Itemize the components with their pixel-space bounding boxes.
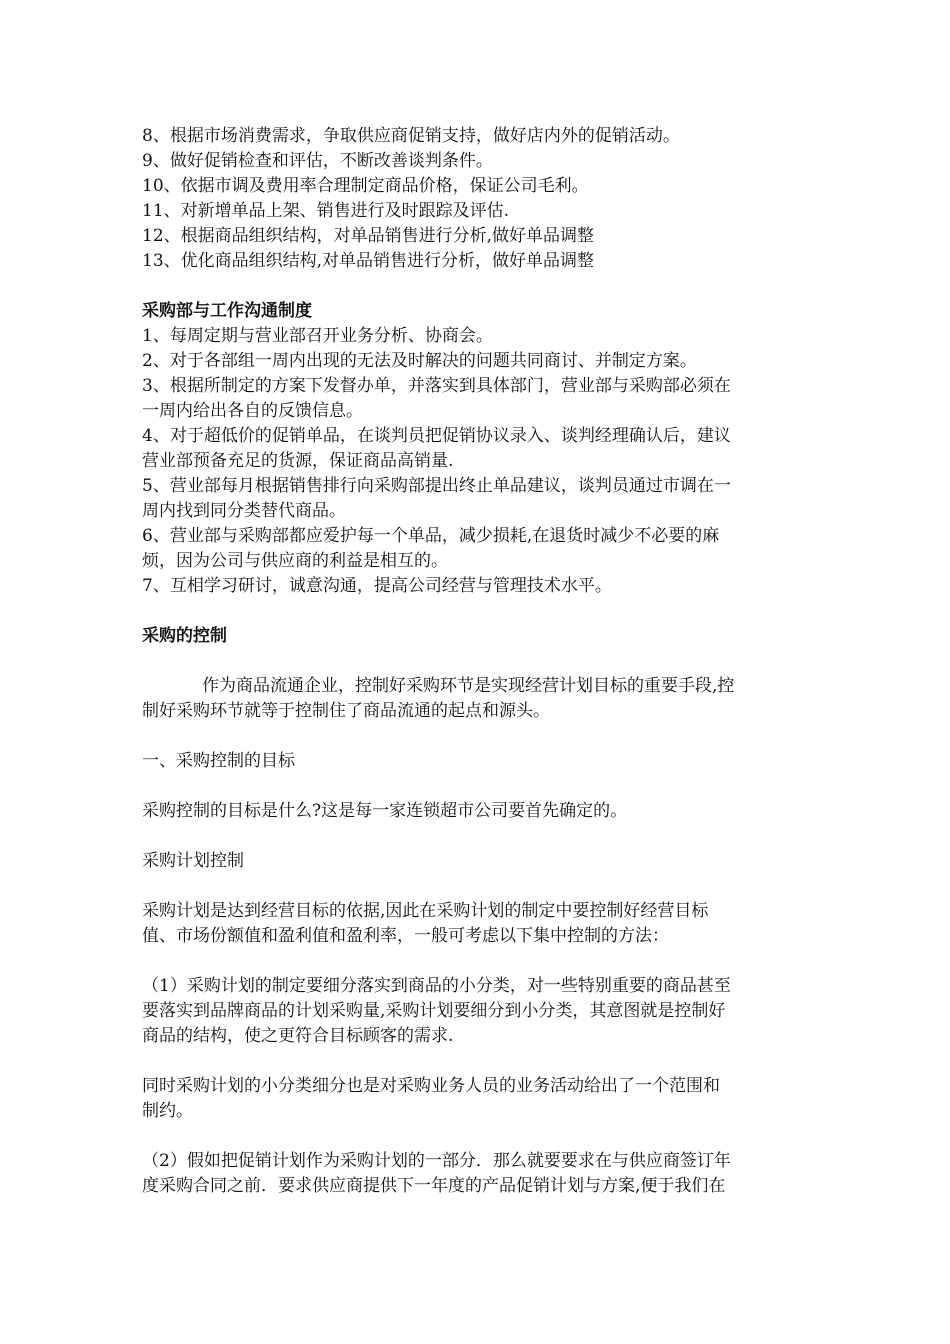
subheading: 采购计划控制 <box>142 851 244 871</box>
section-heading: 采购的控制 <box>142 626 227 646</box>
list-item: 11、对新增单品上架、销售进行及时跟踪及评估. <box>142 201 510 221</box>
paragraph-line: 要落实到品牌商品的计划采购量,采购计划要细分到小分类，其意图就是控制好 <box>142 1001 726 1021</box>
control-section <box>142 624 810 1199</box>
duties-list <box>142 124 810 274</box>
list-item: 9、做好促销检查和评估，不断改善谈判条件。 <box>142 151 493 171</box>
paragraph-line: 2、对于各部组一周内出现的无法及时解决的问题共同商讨、并制定方案。 <box>142 351 697 371</box>
paragraph-line: 周内找到同分类替代商品。 <box>142 501 346 521</box>
spacer <box>142 649 810 674</box>
paragraph-line: 3、根据所制定的方案下发督办单，并落实到具体部门，营业部与采购部必须在 <box>142 376 731 396</box>
spacer <box>142 824 810 849</box>
spacer <box>142 274 810 299</box>
document-page <box>142 124 810 1199</box>
paragraph-line: （2）假如把促销计划作为采购计划的一部分．那么就要要求在与供应商签订年 <box>142 1151 731 1171</box>
paragraph-line: 制好采购环节就等于控制住了商品流通的起点和源头。 <box>142 701 550 721</box>
spacer <box>142 724 810 749</box>
paragraph-line: 商品的结构，使之更符合目标顾客的需求. <box>142 1026 454 1046</box>
spacer <box>142 874 810 899</box>
paragraph-line: 制约。 <box>142 1101 193 1121</box>
list-item: 8、根据市场消费需求，争取供应商促销支持，做好店内外的促销活动。 <box>142 126 680 146</box>
spacer <box>142 949 810 974</box>
paragraph-line: 营业部预备充足的货源，保证商品高销量. <box>142 451 454 471</box>
paragraph-line: 6、营业部与采购部都应爱护每一个单品，减少损耗,在退货时减少不必要的麻 <box>142 526 720 546</box>
list-item: 13、优化商品组织结构,对单品销售进行分析，做好单品调整 <box>142 251 595 271</box>
paragraph-line: 7、互相学习研讨，诚意沟通，提高公司经营与管理技术水平。 <box>142 576 612 596</box>
list-item: 12、根据商品组织结构，对单品销售进行分析,做好单品调整 <box>142 226 595 246</box>
section-heading: 采购部与工作沟通制度 <box>142 301 312 321</box>
paragraph-line: 同时采购计划的小分类细分也是对采购业务人员的业务活动给出了一个范围和 <box>142 1076 720 1096</box>
spacer <box>142 1049 810 1074</box>
paragraph-line: 值、市场份额值和盈利值和盈利率，一般可考虑以下集中控制的方法： <box>142 926 669 946</box>
paragraph-line: 一周内给出各自的反馈信息。 <box>142 401 363 421</box>
paragraph-line: 度采购合同之前．要求供应商提供下一年度的产品促销计划与方案,便于我们在 <box>142 1176 726 1196</box>
paragraph-line: 5、营业部每月根据销售排行向采购部提出终止单品建议，谈判员通过市调在一 <box>142 476 731 496</box>
spacer <box>142 774 810 799</box>
subheading: 一、采购控制的目标 <box>142 751 295 771</box>
list-item: 10、依据市调及费用率合理制定商品价格，保证公司毛利。 <box>142 176 589 196</box>
paragraph-line: 烦，因为公司与供应商的利益是相互的。 <box>142 551 448 571</box>
spacer <box>142 599 810 624</box>
paragraph-line: 作为商品流通企业，控制好采购环节是实现经营计划目标的重要手段,控 <box>202 676 735 696</box>
paragraph-line: （1）采购计划的制定要细分落实到商品的小分类，对一些特别重要的商品甚至 <box>142 976 731 996</box>
paragraph-line: 采购控制的目标是什么?这是每一家连锁超市公司要首先确定的。 <box>142 801 628 821</box>
paragraph-line: 1、每周定期与营业部召开业务分析、协商会。 <box>142 326 493 346</box>
spacer <box>142 1124 810 1149</box>
paragraph-line: 采购计划是达到经营目标的依据,因此在采购计划的制定中要控制好经营目标 <box>142 901 709 921</box>
paragraph-line: 4、对于超低价的促销单品，在谈判员把促销协议录入、谈判经理确认后，建议 <box>142 426 731 446</box>
communication-section <box>142 299 810 599</box>
